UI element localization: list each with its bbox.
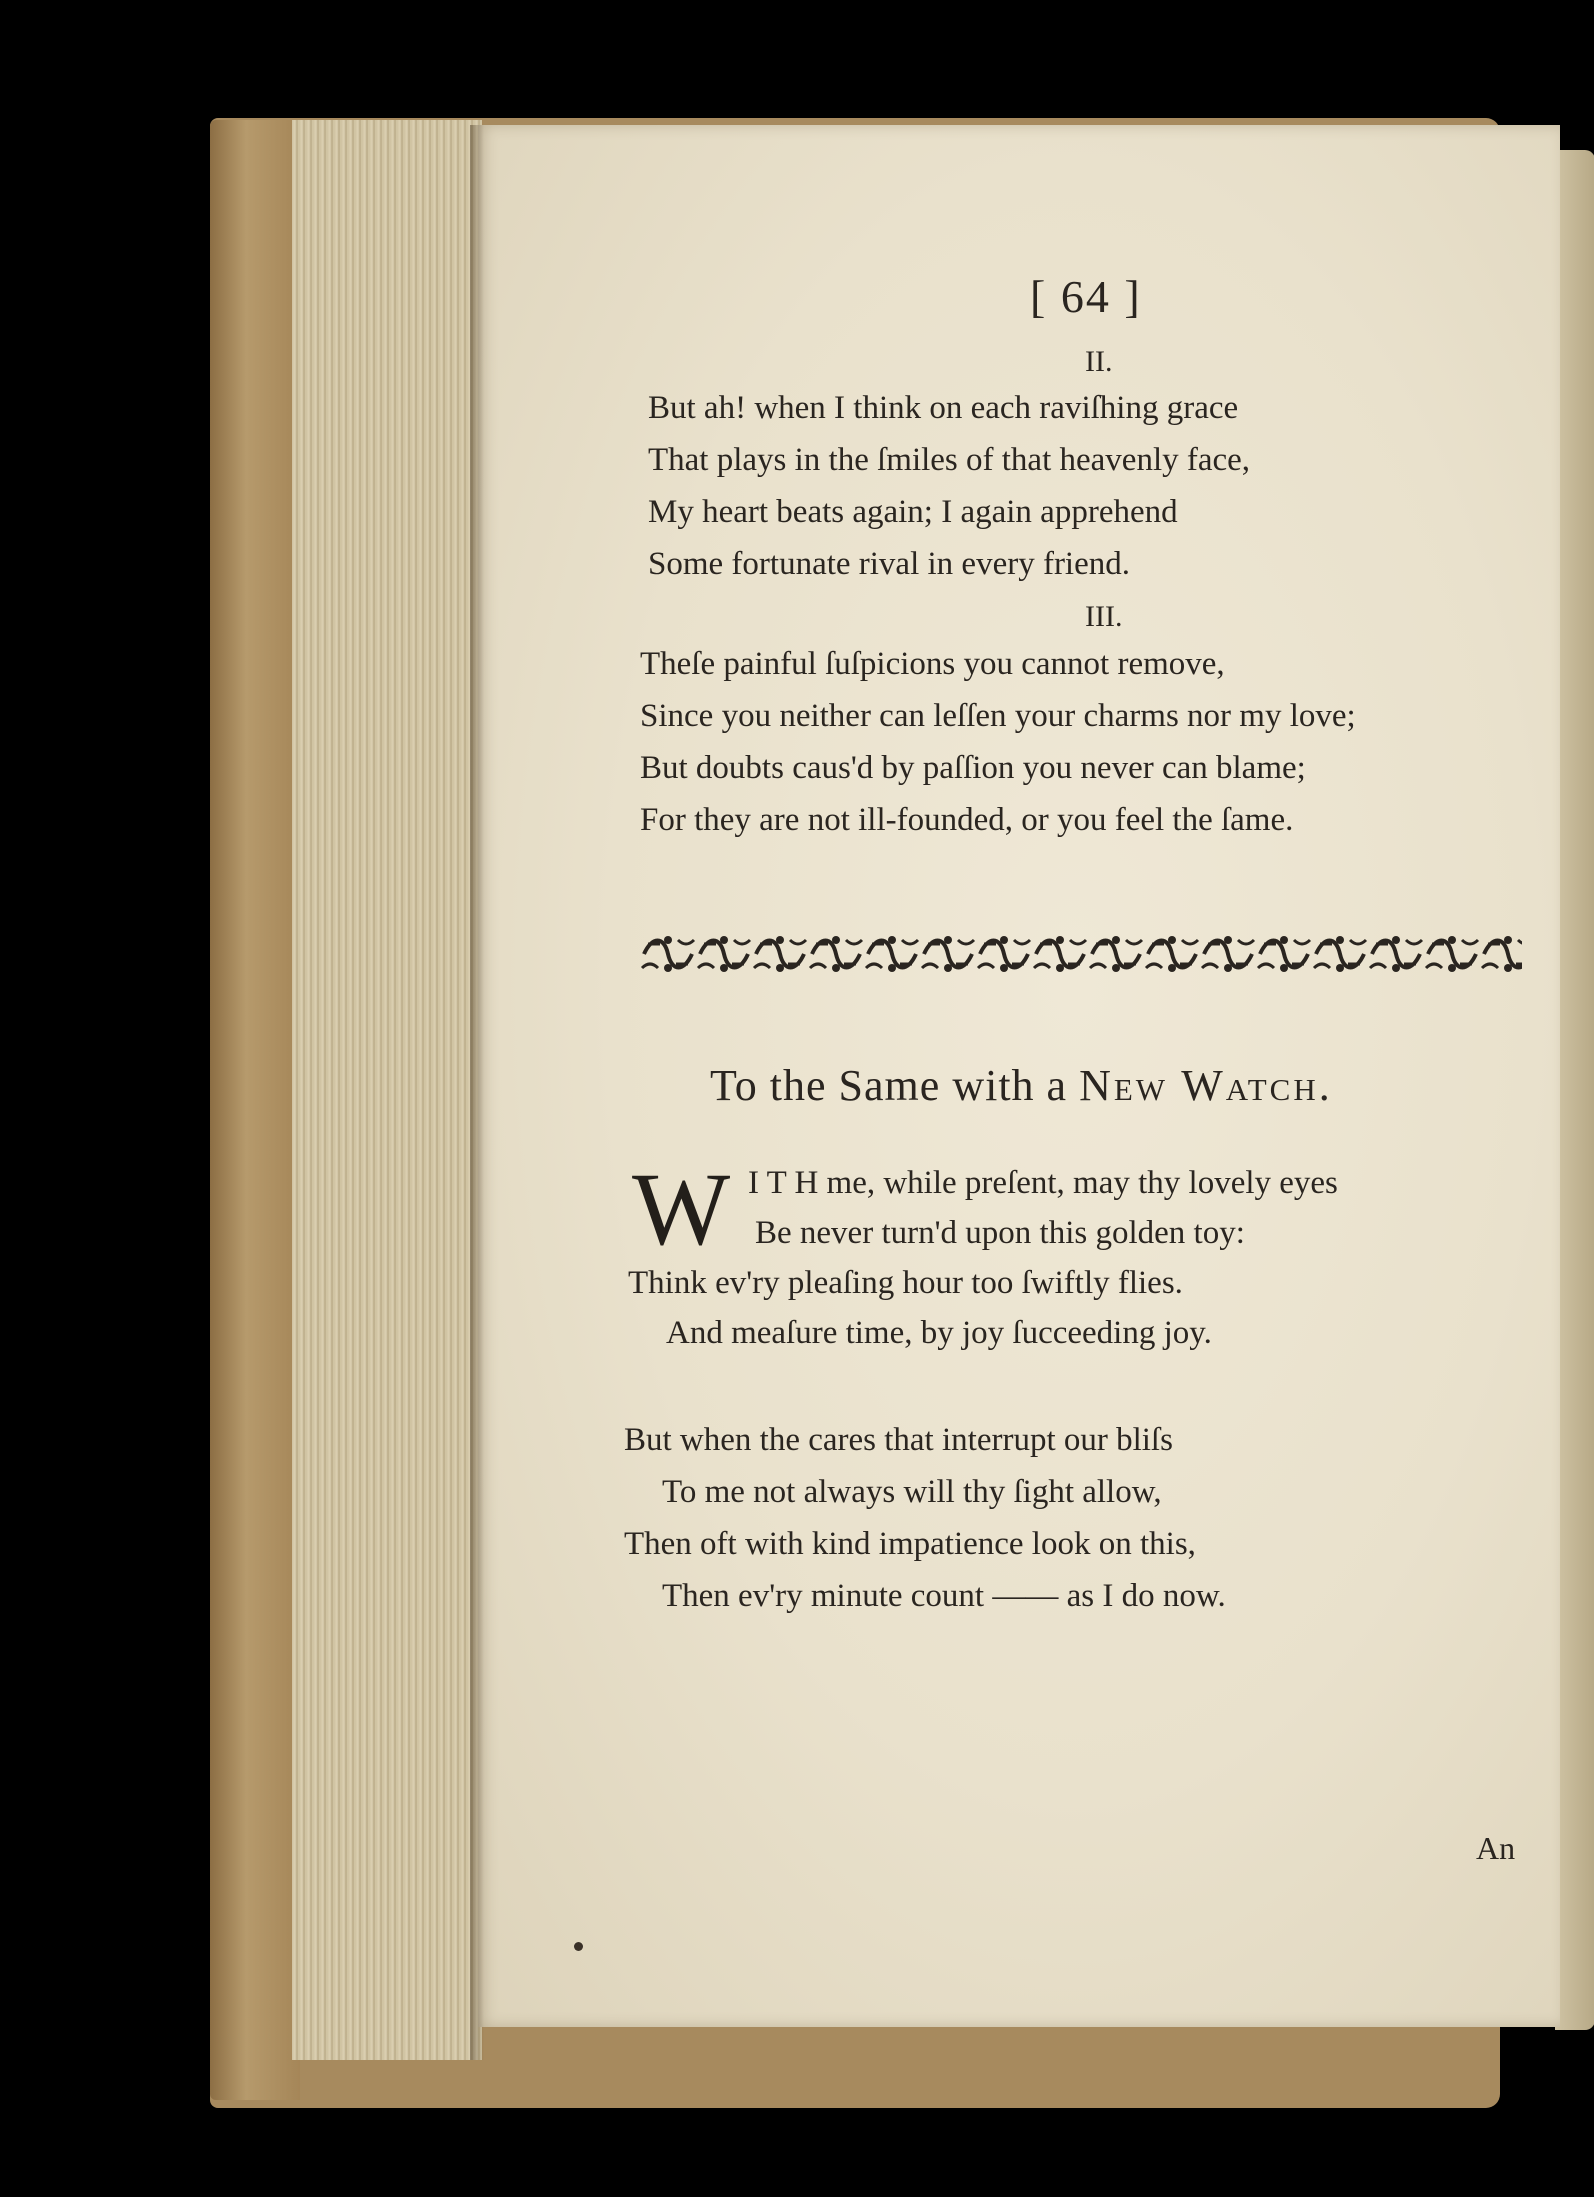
verse-line: I T H me, while preſent, may thy lovely eyes [748,1165,1338,1201]
verse-line: Since you neither can leſſen your charms nor my love; [640,698,1356,734]
verse-line: But ah! when I think on each raviſhing grace [648,390,1239,426]
verse-line: My heart beats again; I again apprehend [648,494,1178,530]
verse-line: Theſe painful ſuſpicions you cannot remove, [640,646,1225,682]
verse-line: For they are not ill-founded, or you feel the ſame. [640,802,1294,838]
page-edges-stack [292,120,482,2060]
page-edge-right [1555,150,1594,2030]
ink-speck [574,1942,583,1951]
verse-line: And meaſure time, by joy ſucceeding joy. [666,1315,1212,1351]
verse-line: That plays in the ſmiles of that heavenly face, [648,442,1251,478]
stanza-numeral-ii: II. [1085,345,1113,378]
catchword: An [1476,1830,1516,1866]
verse-line: But doubts caus'd by paſſion you never can blame; [640,750,1306,786]
drop-cap: W [632,1152,731,1267]
poem-title-smallcaps: New Watch. [1079,1061,1333,1110]
verse-line: To me not always will thy ſight allow, [662,1474,1162,1510]
page-number: [ 64 ] [1030,271,1142,322]
verse-line: Be never turn'd upon this golden toy: [755,1215,1245,1251]
printers-ornament-rule [640,930,1522,978]
gutter-shadow [470,125,484,2060]
poem-title [710,1060,1333,1111]
verse-line: But when the cares that interrupt our bliſs [624,1422,1173,1458]
verse-line: Some fortunate rival in every friend. [648,546,1130,582]
stanza-numeral-iii: III. [1085,600,1123,633]
book-board-left [210,120,300,2100]
verse-line: Then ev'ry minute count —— as I do now. [662,1578,1226,1614]
poem-title-start: To the Same with a [710,1061,1068,1110]
verse-line: Then oft with kind impatience look on this, [624,1526,1196,1562]
verse-line: Think ev'ry pleaſing hour too ſwiftly flies. [628,1265,1183,1301]
